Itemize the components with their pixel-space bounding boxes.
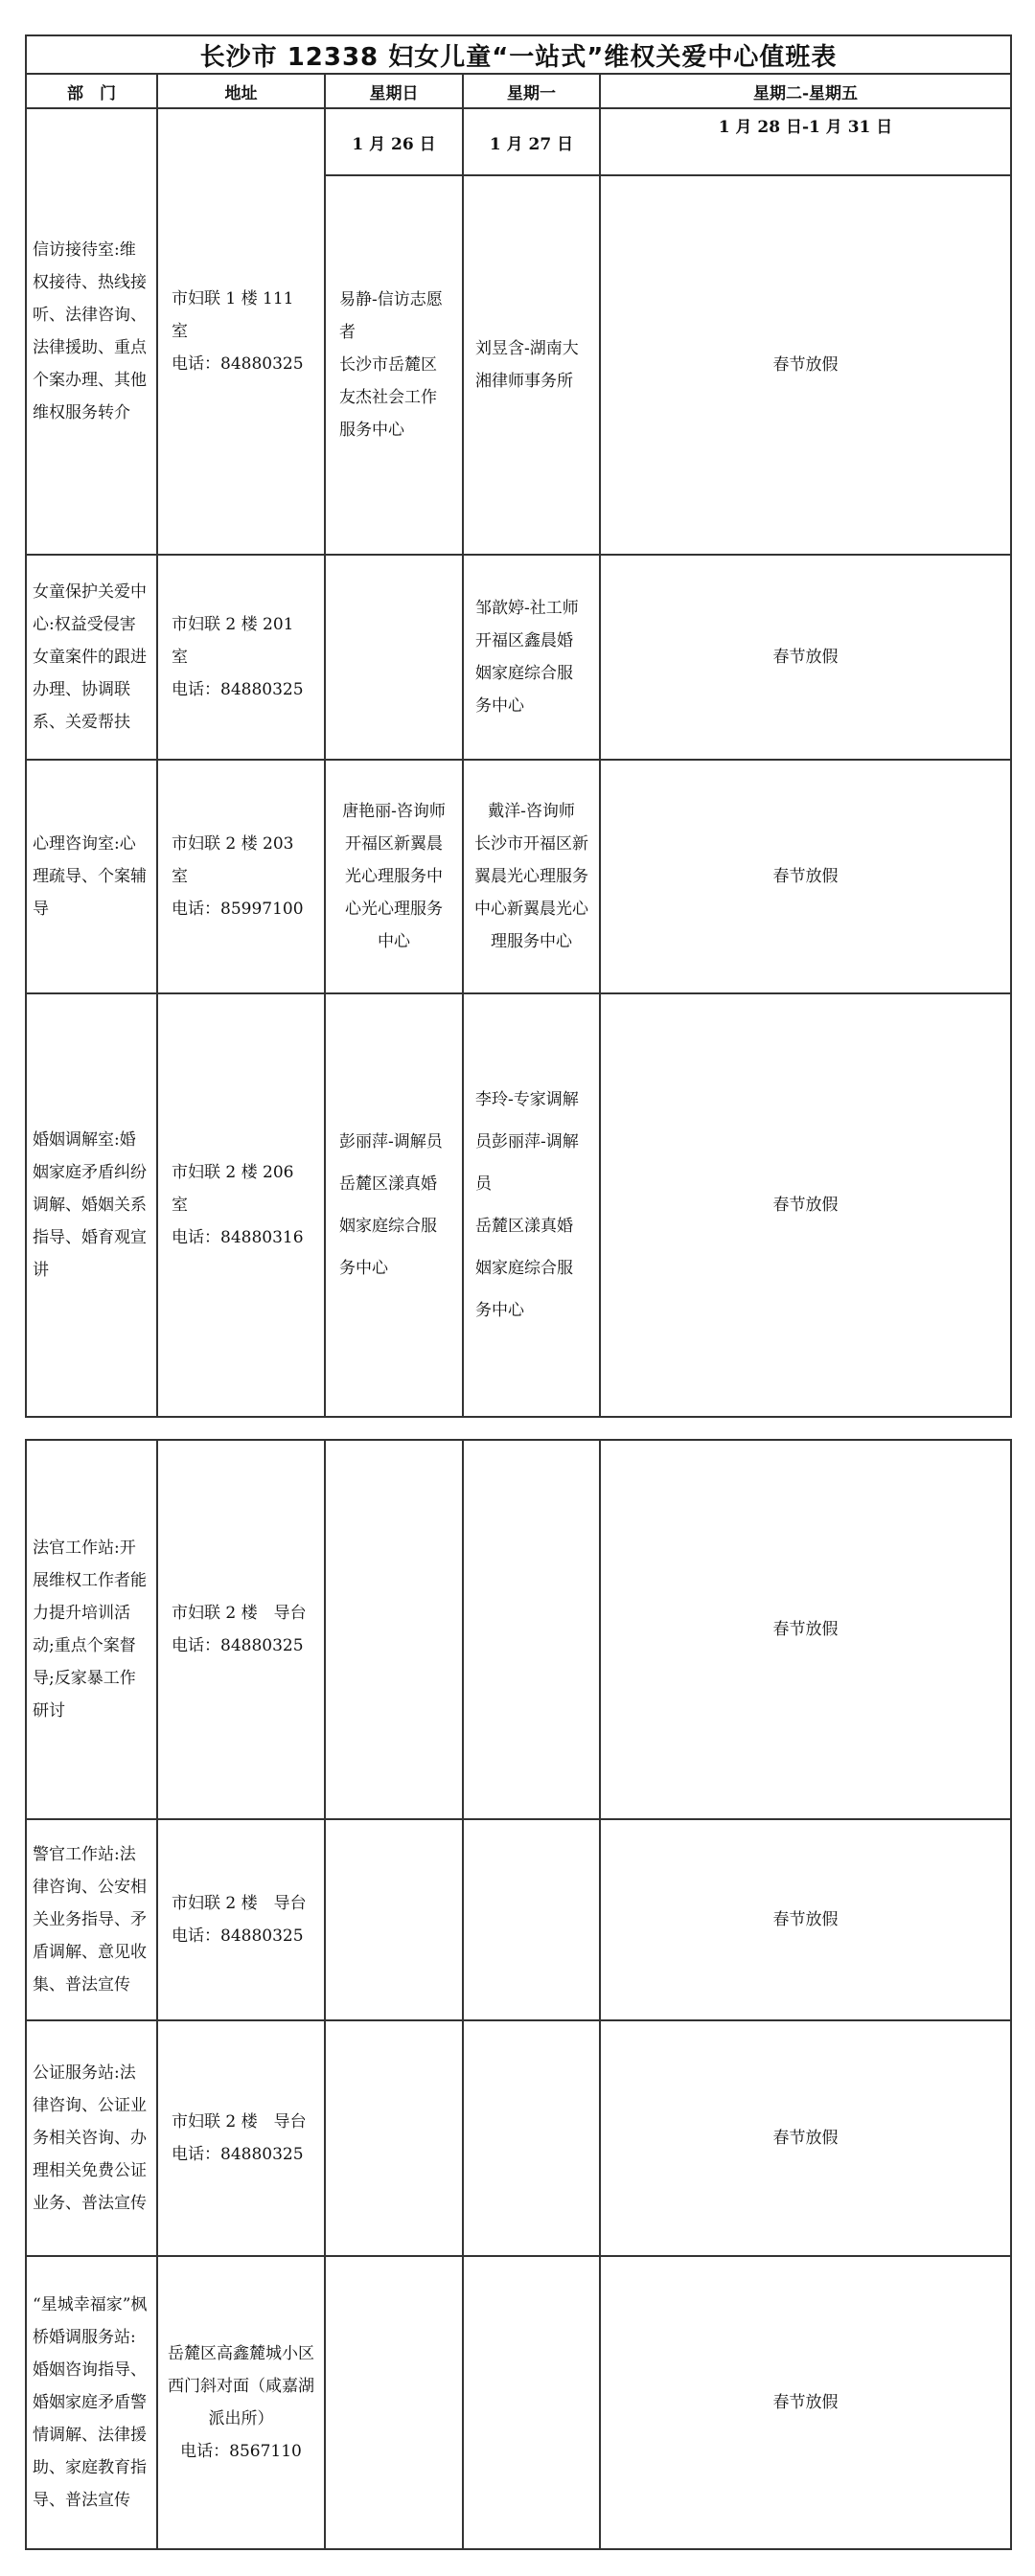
sunday-duty: 易静-信访志愿者 长沙市岳麓区友杰社会工作服务中心	[325, 175, 463, 555]
sunday-duty	[325, 1819, 463, 2020]
address-text: 市妇联 2 楼 导台	[172, 2112, 307, 2131]
address-text: 市妇联 2 楼 203 室	[172, 834, 294, 886]
row-dept: 信访接待室:维权接待、热线接听、法律咨询、法律援助、重点个案办理、其他维权服务转介	[26, 108, 157, 555]
row-dept: 心理咨询室:心理疏导、个案辅导	[26, 760, 157, 993]
page-title: 长沙市 12338 妇女儿童“一站式”维权关爱中心值班表	[26, 35, 1011, 74]
row-address	[157, 555, 325, 760]
sunday-duty: 唐艳丽-咨询师 开福区新翼晨光心理服务中心光心理服务中心	[325, 760, 463, 993]
tue-fri-duty: 春节放假	[600, 555, 1011, 760]
header-tue-fri: 星期二-星期五	[600, 74, 1011, 108]
tue-fri-duty: 春节放假	[600, 1440, 1011, 1819]
monday-duty: 刘昱含-湖南大湘律师事务所	[463, 175, 600, 555]
tue-fri-duty: 春节放假	[600, 2256, 1011, 2549]
phone-text: 电话：84880325	[172, 1636, 304, 1655]
tue-fri-duty: 春节放假	[600, 993, 1011, 1417]
row-address	[157, 2020, 325, 2256]
address-text: 市妇联 2 楼 201 室	[172, 615, 294, 667]
address-text: 市妇联 2 楼 206 室	[172, 1163, 294, 1215]
header-sunday: 星期日	[325, 74, 463, 108]
address-text: 市妇联 2 楼 导台	[172, 1604, 307, 1623]
monday-duty	[463, 1819, 600, 2020]
address-text: 岳麓区高鑫麓城小区西门斜对面（咸嘉湖派出所）	[168, 2344, 314, 2428]
row-dept: “星城幸福家”枫桥婚调服务站:婚姻咨询指导、婚姻家庭矛盾警情调解、法律援助、家庭教育指导、普法宣传	[26, 2256, 157, 2549]
monday-duty	[463, 1440, 600, 1819]
tue-fri-duty: 春节放假	[600, 1819, 1011, 2020]
row-address	[157, 993, 325, 1417]
row-dept: 公证服务站:法律咨询、公证业务相关咨询、办理相关免费公证业务、普法宣传	[26, 2020, 157, 2256]
monday-duty: 李玲-专家调解员彭丽萍-调解员 岳麓区漾真婚姻家庭综合服务中心	[463, 993, 600, 1417]
address-text: 市妇联 1 楼 111 室	[172, 289, 294, 341]
row-address	[157, 760, 325, 993]
phone-text: 电话：84880325	[172, 354, 304, 374]
sunday-duty	[325, 2020, 463, 2256]
duty-table-part1	[25, 34, 1012, 1418]
row-dept: 警官工作站:法律咨询、公安相关业务指导、矛盾调解、意见收集、普法宣传	[26, 1819, 157, 2020]
monday-duty: 戴洋-咨询师 长沙市开福区新翼晨光心理服务中心新翼晨光心理服务中心	[463, 760, 600, 993]
tue-fri-duty: 春节放假	[600, 2020, 1011, 2256]
date-sunday: 1 月 26 日	[325, 108, 463, 175]
duty-table-part2	[25, 1439, 1012, 2550]
sunday-duty	[325, 2256, 463, 2549]
row-address	[157, 1440, 325, 1819]
phone-text: 电话：84880325	[172, 1926, 304, 1946]
address-text: 市妇联 2 楼 导台	[172, 1894, 307, 1913]
row-dept: 法官工作站:开展维权工作者能力提升培训活动;重点个案督导;反家暴工作研讨	[26, 1440, 157, 1819]
header-address: 地址	[157, 74, 325, 108]
row-address	[157, 1819, 325, 2020]
row-dept: 婚姻调解室:婚姻家庭矛盾纠纷调解、婚姻关系指导、婚育观宣讲	[26, 993, 157, 1417]
phone-text: 电话：84880325	[172, 2145, 304, 2164]
monday-duty	[463, 2256, 600, 2549]
sunday-duty	[325, 555, 463, 760]
date-monday: 1 月 27 日	[463, 108, 600, 175]
monday-duty: 邹歆婷-社工师 开福区鑫晨婚姻家庭综合服务中心	[463, 555, 600, 760]
row-dept: 女童保护关爱中心:权益受侵害女童案件的跟进办理、协调联系、关爱帮扶	[26, 555, 157, 760]
monday-duty	[463, 2020, 600, 2256]
tue-fri-duty: 春节放假	[600, 760, 1011, 993]
phone-text: 电话：84880325	[172, 680, 304, 699]
phone-text: 电话：8567110	[180, 2442, 302, 2461]
sunday-duty	[325, 1440, 463, 1819]
row-address	[157, 2256, 325, 2549]
sunday-duty: 彭丽萍-调解员 岳麓区漾真婚姻家庭综合服务中心	[325, 993, 463, 1417]
tue-fri-duty: 春节放假	[600, 175, 1011, 555]
row-address	[157, 108, 325, 555]
phone-text: 电话：84880316	[172, 1228, 304, 1247]
header-monday: 星期一	[463, 74, 600, 108]
phone-text: 电话：85997100	[172, 900, 304, 919]
header-dept: 部 门	[26, 74, 157, 108]
date-tue-fri: 1 月 28 日-1 月 31 日	[600, 108, 1011, 175]
